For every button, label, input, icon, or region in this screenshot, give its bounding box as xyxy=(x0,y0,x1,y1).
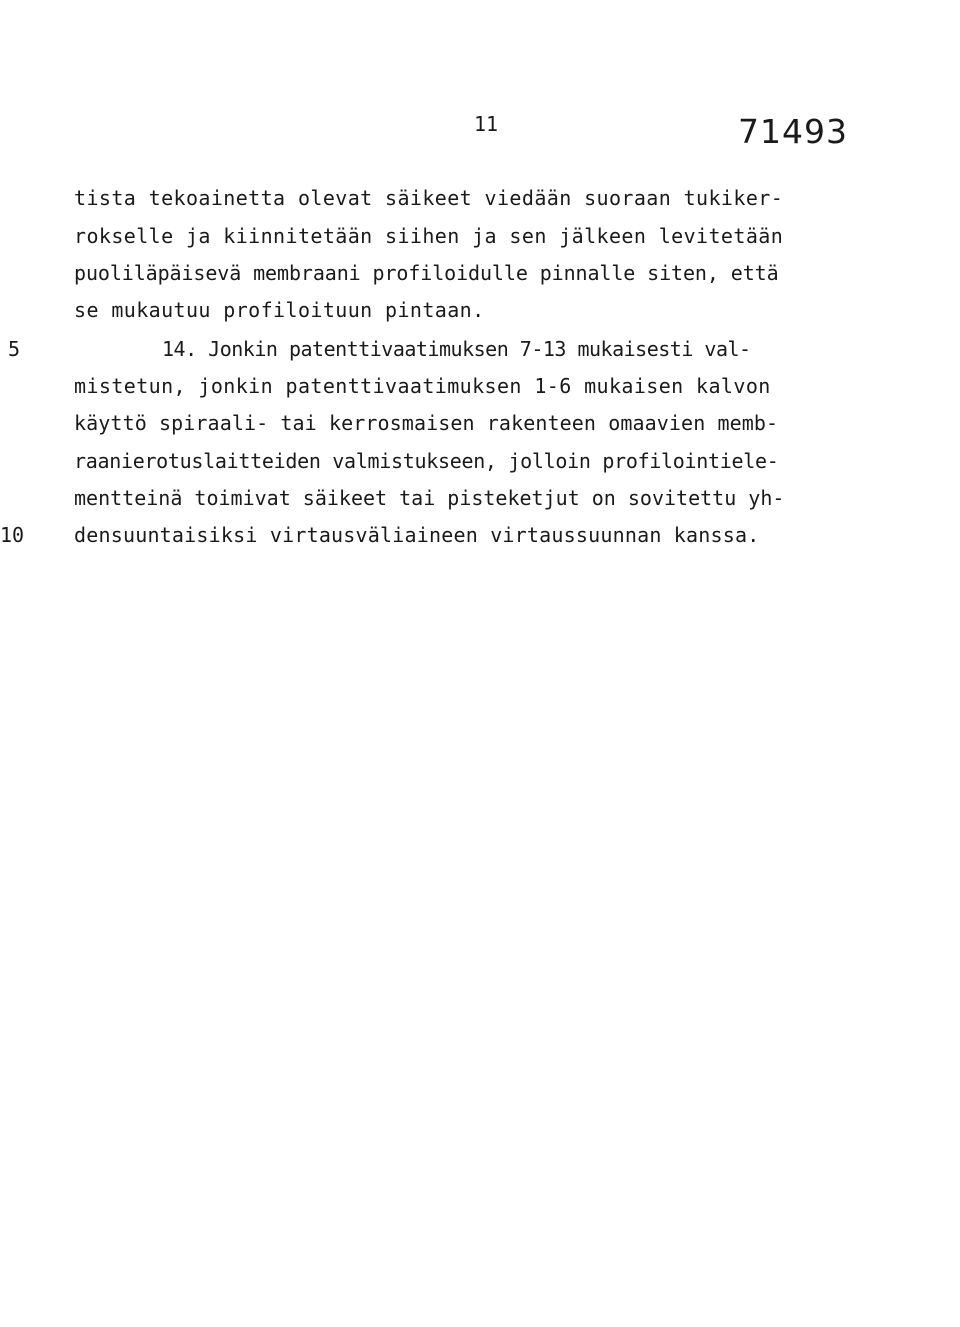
text-line: rokselle ja kiinnitetään siihen ja sen jälkeen levitetään xyxy=(74,224,784,248)
text-line: mentteinä toimivat säikeet tai pisteketjut on sovitettu yh- xyxy=(74,486,785,510)
margin-line-number: 5 xyxy=(8,337,21,361)
text-line: tista tekoainetta olevat säikeet viedään suoraan tukiker- xyxy=(74,186,784,210)
text-line: mistetun, jonkin patenttivaatimuksen 1-6 mukaisen kalvon xyxy=(74,374,771,398)
margin-line-number: 10 xyxy=(0,523,25,547)
text-line: se mukautuu profiloituun pintaan. xyxy=(74,298,485,322)
text-line: raanierotuslaitteiden valmistukseen, jolloin profilointiele- xyxy=(74,449,779,473)
page-number: 11 xyxy=(474,112,499,136)
text-line: puoliläpäisevä membraani profiloidulle pinnalle siten, että xyxy=(74,261,779,285)
document-number: 71493 xyxy=(738,112,848,151)
text-line: densuuntaisiksi virtausväliaineen virtaussuunnan kanssa. xyxy=(74,523,760,547)
text-line: käyttö spiraali- tai kerrosmaisen rakenteen omaavien memb- xyxy=(74,411,779,435)
text-line: 14. Jonkin patenttivaatimuksen 7-13 mukaisesti val- xyxy=(162,337,751,361)
